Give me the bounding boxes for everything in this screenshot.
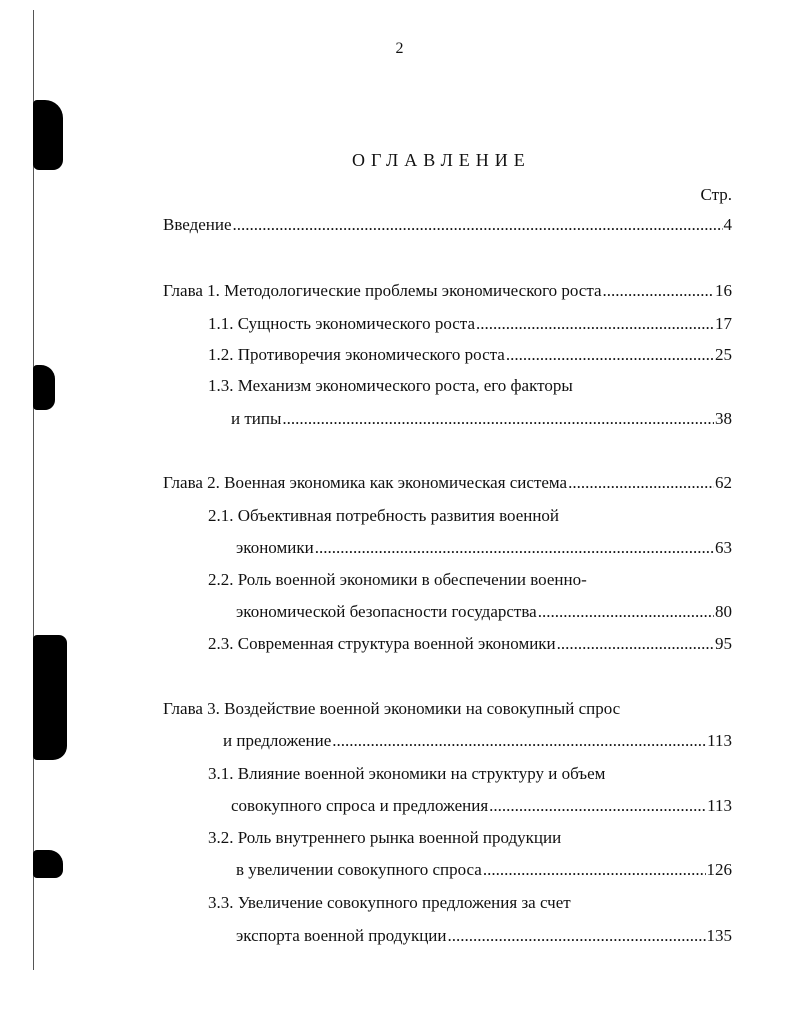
leader-dots	[568, 472, 714, 494]
leader-dots	[483, 859, 706, 881]
toc-section-2-1[interactable]	[236, 537, 732, 559]
leader-dots	[603, 280, 714, 302]
toc-section-3-2[interactable]	[236, 859, 732, 881]
toc-section-3-3[interactable]	[236, 925, 732, 947]
toc-entry-page: 17	[715, 314, 732, 333]
page-title: ОГЛАВЛЕНИЕ	[352, 150, 531, 170]
toc-section-1-3[interactable]	[231, 408, 732, 430]
toc-entry-text: в увеличении совокупного спроса	[236, 860, 482, 879]
toc-section-1-1[interactable]	[208, 313, 732, 335]
toc-entry-page: 16	[715, 281, 732, 300]
leader-dots	[476, 313, 714, 335]
scan-blot	[33, 365, 55, 410]
toc-entry-page: 80	[715, 602, 732, 621]
toc-section-2-3[interactable]	[208, 633, 732, 655]
leader-dots	[506, 344, 714, 366]
toc-chapter-2[interactable]	[163, 472, 732, 494]
toc-section-1-3-line1[interactable]: 1.3. Механизм экономического роста, его факторы	[208, 376, 573, 395]
toc-entry-intro[interactable]	[163, 214, 732, 236]
toc-entry-page: 113	[707, 796, 732, 815]
toc-section-2-2-line1[interactable]: 2.2. Роль военной экономики в обеспечении военно-	[208, 570, 587, 589]
toc-entry-text: 2.3. Современная структура военной экономики	[208, 634, 556, 653]
toc-entry-page: 38	[715, 409, 732, 428]
toc-section-3-1-line1[interactable]: 3.1. Влияние военной экономики на структуру и объем	[208, 764, 606, 783]
scan-blot	[33, 635, 67, 760]
toc-entry-page: 95	[715, 634, 732, 653]
leader-dots	[448, 925, 706, 947]
toc-entry-text: 1.1. Сущность экономического роста	[208, 314, 475, 333]
scan-blot	[33, 850, 63, 878]
toc-entry-text: Глава 2. Военная экономика как экономическая система	[163, 473, 568, 492]
toc-entry-text: Глава 1. Методологические проблемы экономического роста	[163, 281, 602, 300]
page-column-label: Стр.	[700, 185, 732, 204]
toc-entry-text: совокупного спроса и предложения	[231, 796, 489, 815]
leader-dots	[315, 537, 714, 559]
toc-section-1-2[interactable]	[208, 344, 732, 366]
toc-entry-text: Введение	[163, 215, 232, 234]
leader-dots	[282, 408, 714, 430]
page-number: 2	[395, 40, 404, 57]
toc-chapter-1[interactable]	[163, 280, 732, 302]
toc-entry-text: 1.2. Противоречия экономического роста	[208, 345, 505, 364]
leader-dots	[233, 214, 723, 236]
toc-chapter-3-line1[interactable]: Глава 3. Воздействие военной экономики на совокупный спрос	[163, 699, 621, 718]
toc-section-2-2[interactable]	[236, 601, 732, 623]
leader-dots	[557, 633, 714, 655]
toc-entry-page: 113	[707, 731, 732, 750]
leader-dots	[538, 601, 714, 623]
toc-entry-text: экономической безопасности государства	[236, 602, 537, 621]
toc-entry-text: экономики	[236, 538, 314, 557]
toc-entry-text: экспорта военной продукции	[236, 926, 447, 945]
toc-entry-page: 25	[715, 345, 732, 364]
toc-chapter-3[interactable]	[223, 730, 732, 752]
toc-section-3-2-line1[interactable]: 3.2. Роль внутреннего рынка военной продукции	[208, 828, 562, 847]
toc-section-2-1-line1[interactable]: 2.1. Объективная потребность развития военной	[208, 506, 560, 525]
leader-dots	[489, 795, 706, 817]
toc-entry-page: 135	[706, 926, 732, 945]
toc-section-3-1[interactable]	[231, 795, 732, 817]
scan-blot	[33, 100, 63, 170]
toc-entry-text: и типы	[231, 409, 282, 428]
toc-entry-page: 63	[715, 538, 732, 557]
toc-entry-page: 4	[723, 215, 732, 234]
toc-entry-text: и предложение	[223, 731, 332, 750]
leader-dots	[332, 730, 706, 752]
toc-section-3-3-line1[interactable]: 3.3. Увеличение совокупного предложения за счет	[208, 893, 571, 912]
toc-entry-page: 126	[706, 860, 732, 879]
toc-entry-page: 62	[715, 473, 732, 492]
